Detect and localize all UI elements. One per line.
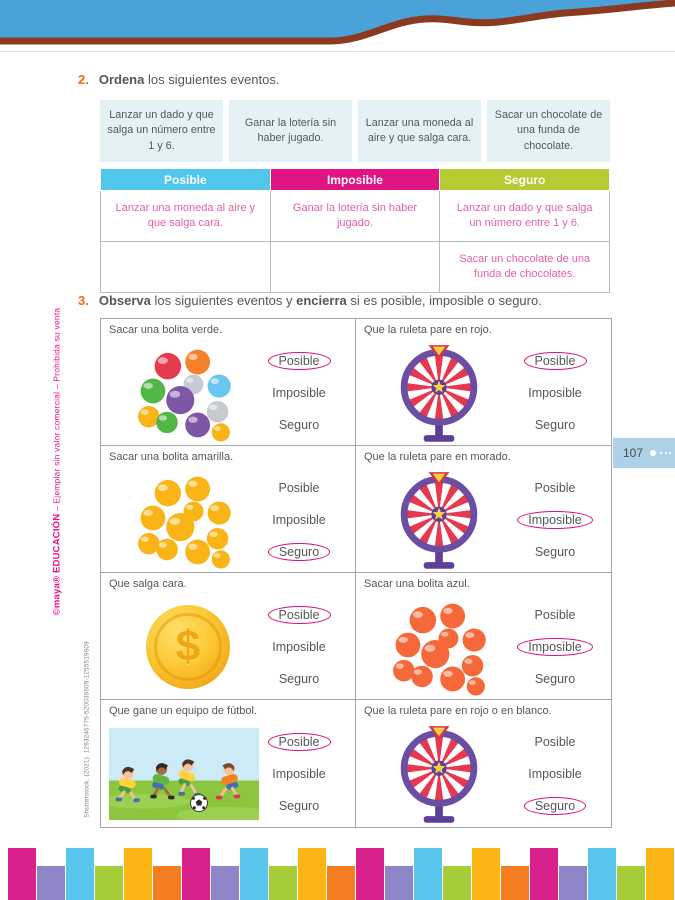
option-imposible[interactable]: Imposible <box>528 767 582 781</box>
event-cell <box>356 446 611 573</box>
dotted-line <box>660 452 671 454</box>
event-card: Lanzar una moneda al aire y que salga cara. <box>358 100 481 162</box>
option-seguro-circled[interactable]: Seguro <box>524 797 586 815</box>
exercise2-header <box>78 72 280 87</box>
footer-bar <box>646 848 674 900</box>
cell-caption: Sacar una bolita azul. <box>364 578 470 590</box>
option-imposible-circled[interactable]: Imposible <box>517 511 593 529</box>
table-header-seguro: Seguro <box>440 169 610 191</box>
cell-caption: Que la ruleta pare en morado. <box>364 451 511 463</box>
footer-bar <box>501 866 529 900</box>
option-posible-circled[interactable]: Posible <box>268 606 331 624</box>
option-posible-circled[interactable]: Posible <box>268 352 331 370</box>
cell-options <box>249 345 349 441</box>
event-cell <box>101 700 356 827</box>
exercise3-header <box>78 293 542 308</box>
option-imposible[interactable]: Imposible <box>272 767 326 781</box>
event-cell <box>101 446 356 573</box>
cell-options <box>505 599 605 695</box>
image-credits-text: Shutterstock, (2021). 1263246775-520036609-1255519609 <box>83 641 91 818</box>
exercise3-grid <box>100 318 612 828</box>
event-cell <box>101 319 356 446</box>
footer-bar <box>530 848 558 900</box>
footer-bar <box>588 848 616 900</box>
cell-options <box>249 599 349 695</box>
option-seguro[interactable]: Seguro <box>278 418 320 432</box>
footer-bar <box>298 848 326 900</box>
exercise3-instruction-bold: Observa <box>98 293 151 308</box>
cell-image <box>364 470 514 570</box>
event-card: Lanzar un dado y que salga un número entre 1 y 6. <box>100 100 223 162</box>
exercise3-instruction-rest: si es posible, imposible o seguro. <box>346 293 542 308</box>
footer-bar <box>356 848 384 900</box>
cell-options <box>505 726 605 822</box>
cell-image <box>109 343 259 443</box>
classification-table <box>100 168 610 293</box>
table-cell-answer: Ganar la lotería sin haber jugado. <box>270 191 440 242</box>
exercise3-number: 3. <box>78 293 89 308</box>
option-seguro-circled[interactable]: Seguro <box>268 543 330 561</box>
footer-bar <box>327 866 355 900</box>
cell-image <box>364 343 514 443</box>
table-header-posible: Posible <box>101 169 271 191</box>
option-imposible-circled[interactable]: Imposible <box>517 638 593 656</box>
exercise2-instruction: los siguientes eventos. <box>144 72 280 87</box>
soccer-ball-icon <box>191 795 208 812</box>
option-posible[interactable]: Posible <box>534 481 576 495</box>
option-seguro[interactable]: Seguro <box>534 418 576 432</box>
footer-bar <box>617 866 645 900</box>
roulette-wheel-illustration <box>395 343 483 443</box>
cell-options <box>249 472 349 568</box>
event-cards-row <box>100 100 610 162</box>
dot-icon <box>650 450 656 456</box>
cell-caption: Sacar una bolita verde. <box>109 324 223 336</box>
cell-image <box>109 724 259 824</box>
footer-bar <box>8 848 36 900</box>
option-posible[interactable]: Posible <box>534 735 576 749</box>
top-hairline <box>0 51 675 52</box>
cell-caption: Sacar una bolita amarilla. <box>109 451 234 463</box>
option-seguro[interactable]: Seguro <box>278 672 320 686</box>
footer-bar <box>472 848 500 900</box>
footer-bar <box>414 848 442 900</box>
event-cell <box>101 573 356 700</box>
copyright-vertical-text <box>52 292 63 632</box>
orange-balls-illustration <box>383 597 495 698</box>
option-imposible[interactable]: Imposible <box>528 386 582 400</box>
footer-bar <box>37 866 65 900</box>
top-banner-wave <box>0 0 675 58</box>
event-cell <box>356 700 611 827</box>
option-imposible[interactable]: Imposible <box>272 513 326 527</box>
table-cell-answer: Lanzar un dado y que salga un número entre 1 y 6. <box>440 191 610 242</box>
footer-bar <box>95 866 123 900</box>
yellow-balls-illustration <box>128 470 240 571</box>
table-header-imposible: Imposible <box>270 169 440 191</box>
option-seguro[interactable]: Seguro <box>278 799 320 813</box>
cell-options <box>505 472 605 568</box>
colorful-balls-illustration <box>128 343 240 444</box>
table-cell-answer <box>101 242 271 293</box>
cell-image <box>364 597 514 697</box>
table-cell-answer: Lanzar una moneda al aire y que salga cara. <box>101 191 271 242</box>
exercise2-number: 2. <box>78 72 89 87</box>
page-number: 107 <box>623 446 644 460</box>
footer-bar <box>240 848 268 900</box>
table-row <box>101 191 610 242</box>
brand-logo-text: ©maya® EDUCACIÓN <box>51 513 63 616</box>
exercise3-instruction-bold2: encierra <box>296 293 347 308</box>
table-cell-answer: Sacar un chocolate de una funda de chocolates. <box>440 242 610 293</box>
footer-bar <box>559 866 587 900</box>
cell-caption: Que la ruleta pare en rojo. <box>364 324 492 336</box>
footer-bar <box>385 866 413 900</box>
footer-decoration-bars <box>0 848 675 900</box>
footer-bar <box>153 866 181 900</box>
footer-bar <box>211 866 239 900</box>
footer-bar <box>269 866 297 900</box>
option-posible[interactable]: Posible <box>278 481 320 495</box>
roulette-wheel-illustration <box>395 470 483 570</box>
event-card: Ganar la lotería sin haber jugado. <box>229 100 352 162</box>
cell-image <box>109 597 259 697</box>
option-posible-circled[interactable]: Posible <box>268 733 331 751</box>
footer-bar <box>66 848 94 900</box>
cell-image <box>364 724 514 824</box>
event-cell <box>356 319 611 446</box>
table-row <box>101 242 610 293</box>
event-card: Sacar un chocolate de una funda de chocolate. <box>487 100 610 162</box>
cell-caption: Que gane un equipo de fútbol. <box>109 705 258 717</box>
option-imposible[interactable]: Imposible <box>272 386 326 400</box>
option-imposible[interactable]: Imposible <box>272 640 326 654</box>
gold-coin-illustration <box>146 605 230 689</box>
cell-image <box>109 470 259 570</box>
cell-caption: Que salga cara. <box>109 578 187 590</box>
soccer-kids-illustration <box>109 728 259 820</box>
option-posible-circled[interactable]: Posible <box>524 352 587 370</box>
exercise2-instruction-bold: Ordena <box>98 72 145 87</box>
footer-bar <box>443 866 471 900</box>
page-number-badge <box>613 438 675 468</box>
table-cell-answer <box>270 242 440 293</box>
dollar-sign-icon: $ <box>175 622 201 671</box>
event-cell <box>356 573 611 700</box>
roulette-wheel-illustration <box>395 724 483 824</box>
option-seguro[interactable]: Seguro <box>534 545 576 559</box>
footer-bar <box>182 848 210 900</box>
exercise3-instruction: los siguientes eventos y <box>150 293 297 308</box>
cell-options <box>249 726 349 822</box>
cell-options <box>505 345 605 441</box>
option-seguro[interactable]: Seguro <box>534 672 576 686</box>
option-posible[interactable]: Posible <box>534 608 576 622</box>
cell-caption: Que la ruleta pare en rojo o en blanco. <box>364 705 552 717</box>
footer-bar <box>124 848 152 900</box>
brand-tagline: – Ejemplar sin valor comercial – Prohibida su venta <box>51 307 62 514</box>
